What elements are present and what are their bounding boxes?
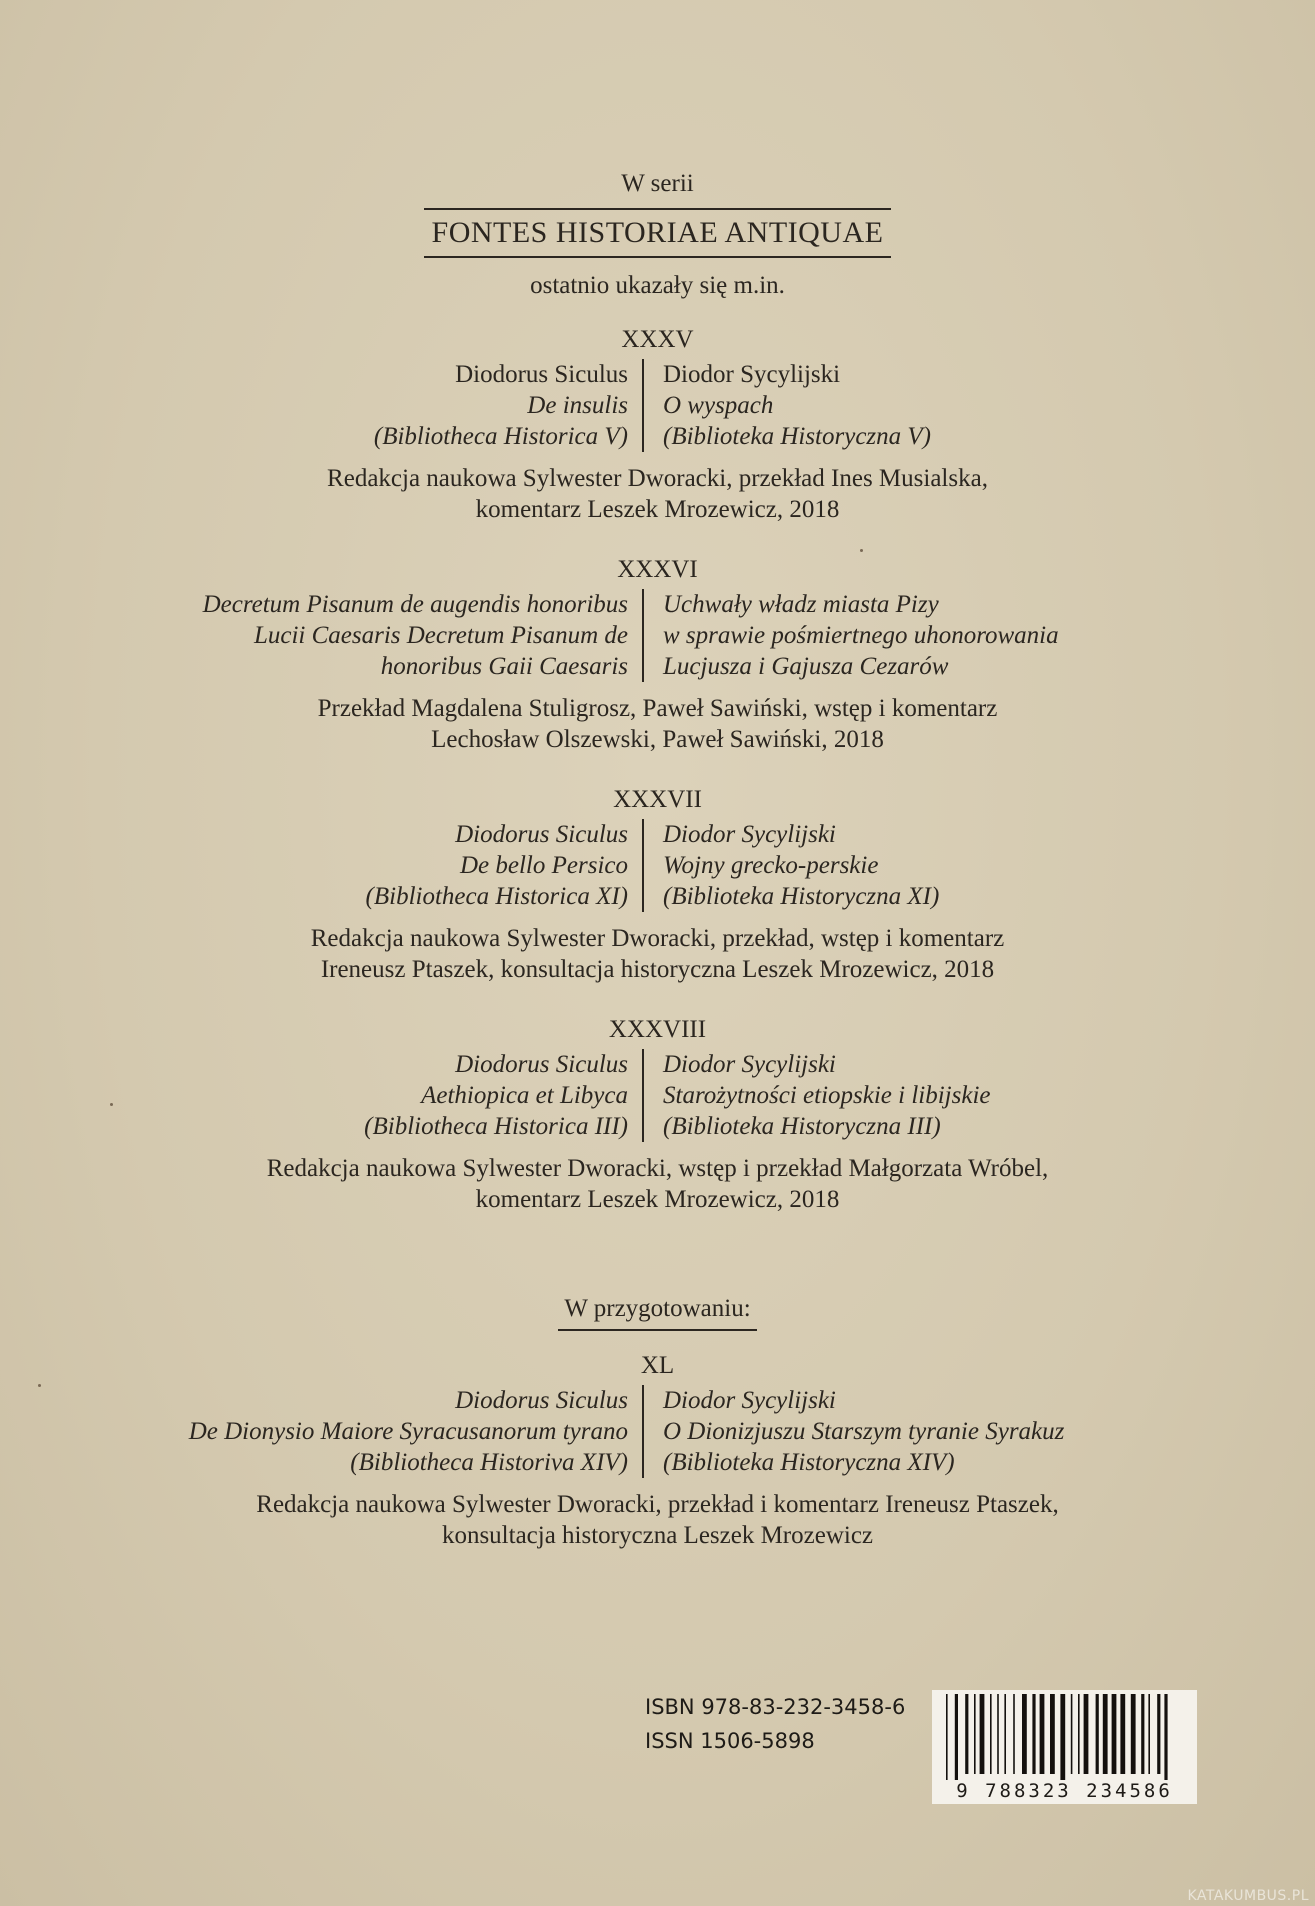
paper-speck [38,1384,41,1387]
polish-line: (Biblioteka Historyczna V) [663,423,931,450]
barcode-bar [1040,1694,1045,1774]
barcode-bar [1164,1694,1167,1780]
barcode-bar [1120,1694,1125,1774]
polish-line: Starożytności etiopskie i libijskie [663,1082,991,1109]
barcode-bar [1078,1694,1080,1774]
latin-line: Decretum Pisanum de augendis honoribus [202,591,628,618]
watermark: KATAKUMBUS.PL [1187,1888,1309,1904]
barcode-bar [1071,1694,1073,1774]
polish-line: Lucjusza i Gajusza Cezarów [663,653,949,680]
latin-title [203,589,642,682]
barcode-bar [1060,1694,1065,1780]
in-preparation-heading-block [0,1295,1315,1331]
credits-line: Lechosław Olszewski, Paweł Sawiński, 2018 [431,726,884,753]
barcode-bar [1022,1694,1027,1774]
volume-credits [0,1153,1315,1215]
polish-line: Diodor Sycylijski [663,1387,836,1414]
volume-xxxv [0,323,1315,525]
series-intro: W serii [621,170,694,197]
latin-title [374,359,642,452]
series-title: FONTES HISTORIAE ANTIQUAE [424,208,892,258]
credits-line: Ireneusz Ptaszek, konsultacja historyczna Leszek Mrozewicz, 2018 [320,956,995,983]
volume-number: XXXVI [617,556,698,583]
barcode-bar [1103,1694,1108,1774]
volume-number: XL [640,1352,675,1379]
barcode-bar [974,1694,976,1774]
latin-line: Diodorus Siculus [455,1051,628,1078]
volume-credits [0,693,1315,755]
barcode-bars [932,1690,1197,1780]
barcode-digits: 9 788323 234586 [956,1780,1173,1802]
barcode-bar [1096,1694,1099,1774]
isbn-number: ISBN 978-83-232-3458-6 [645,1695,906,1719]
latin-line: Aethiopica et Libyca [421,1082,628,1109]
volume-titles [0,1049,1315,1145]
volume-credits [0,923,1315,985]
barcode [932,1690,1197,1804]
volume-xxxviii [0,1013,1315,1215]
polish-line: Diodor Sycylijski [663,821,836,848]
barcode-bar [1141,1694,1144,1774]
credits-line: Przekład Magdalena Stuligrosz, Paweł Sawiński, wstęp i komentarz [317,695,998,722]
barcode-bar [1050,1694,1055,1774]
latin-line: De Dionysio Maiore Syracusanorum tyrano [188,1418,628,1445]
polish-title [642,1385,1064,1478]
polish-line: (Biblioteka Historyczna III) [663,1113,941,1140]
polish-line: Diodor Sycylijski [663,361,841,388]
volume-titles [0,589,1315,685]
barcode-bar [955,1694,958,1780]
barcode-bar [946,1694,948,1780]
latin-title [366,819,642,912]
credits-line: Redakcja naukowa Sylwester Dworacki, przekład, wstęp i komentarz [310,925,1005,952]
polish-title [642,1049,991,1142]
credits-line: Redakcja naukowa Sylwester Dworacki, przekład i komentarz Ireneusz Ptaszek, [256,1491,1059,1518]
credits-line: komentarz Leszek Mrozewicz, 2018 [475,1186,840,1213]
latin-line: Diodorus Siculus [455,821,628,848]
polish-line: O wyspach [663,392,774,419]
series-subtitle: ostatnio ukazały się m.in. [530,272,785,299]
latin-line: (Bibliotheca Historiva XIV) [350,1449,628,1476]
volume-number: XXXVIII [608,1016,707,1043]
latin-title [364,1049,642,1142]
volume-credits [0,1489,1315,1551]
volume-titles [0,359,1315,455]
polish-line: O Dionizjuszu Starszym tyranie Syrakuz [663,1418,1065,1445]
paper-speck [110,1103,113,1106]
barcode-bar [980,1694,985,1774]
polish-title [642,359,931,452]
series-title-block [0,208,1315,258]
barcode-bar [1032,1694,1035,1774]
latin-line: honoribus Gaii Caesaris [380,653,628,680]
barcode-bar [1112,1694,1117,1774]
polish-title [642,819,939,912]
polish-line: Uchwały władz miasta Pizy [663,591,939,618]
volume-titles [0,819,1315,915]
credits-line: Redakcja naukowa Sylwester Dworacki, przekład Ines Musialska, [327,465,988,492]
credits-line: konsultacja historyczna Leszek Mrozewicz [441,1522,874,1549]
volume-xxxvi [0,553,1315,755]
barcode-bar [1131,1694,1136,1774]
paper-speck [860,549,863,552]
latin-line: De bello Persico [459,852,628,879]
credits-line: komentarz Leszek Mrozewicz, 2018 [475,496,840,523]
polish-line: (Biblioteka Historyczna XIV) [663,1449,955,1476]
polish-title [642,589,1059,682]
polish-line: Diodor Sycylijski [663,1051,836,1078]
polish-line: Wojny grecko-perskie [663,852,879,879]
barcode-bar [1157,1694,1160,1774]
volume-titles [0,1385,1315,1481]
latin-line: De insulis [527,392,628,419]
barcode-bar [990,1694,992,1774]
volume-credits [0,463,1315,525]
polish-line: (Biblioteka Historyczna XI) [663,883,940,910]
polish-line: w sprawie pośmiertnego uhonorowania [663,622,1059,649]
volume-number: XXXVII [613,786,702,813]
barcode-bar [965,1694,968,1774]
barcode-bar [1013,1694,1015,1774]
latin-line: (Bibliotheca Historica V) [373,423,628,450]
latin-line: Diodorus Siculus [455,361,628,388]
barcode-bar [1004,1694,1006,1774]
barcode-bar [997,1694,999,1774]
latin-line: Lucii Caesaris Decretum Pisanum de [253,622,628,649]
identifiers [645,1690,905,1758]
volume-xl [0,1349,1315,1551]
credits-line: Redakcja naukowa Sylwester Dworacki, wstęp i przekład Małgorzata Wróbel, [266,1155,1049,1182]
barcode-bar [1148,1694,1150,1774]
volume-xxxvii [0,783,1315,985]
latin-title [189,1385,642,1478]
in-preparation-heading: W przygotowaniu: [558,1295,756,1331]
latin-line: (Bibliotheca Historica XI) [365,883,628,910]
issn-number: ISSN 1506-5898 [645,1729,815,1753]
volume-number: XXXV [621,326,694,353]
latin-line: (Bibliotheca Historica III) [364,1113,628,1140]
latin-line: Diodorus Siculus [455,1387,628,1414]
barcode-bar [1084,1694,1089,1774]
